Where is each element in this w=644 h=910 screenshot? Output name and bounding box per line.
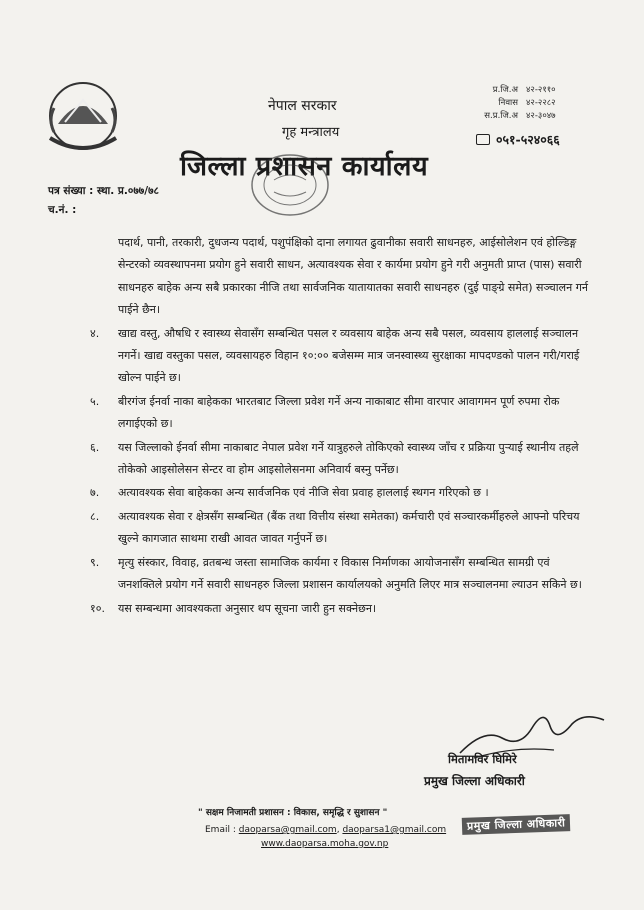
item-text: यस जिल्लाको ईनर्वा सीमा नाकाबाट नेपाल प्रवेश गर्ने यात्रुहरुले तोकिएको स्वास्थ्य जाँच र प्रक्रिया पुऱ्याई स्थानीय तहले तोकेको आइसोलेसन सेन्टर वा होम आइसोलेसनमा अनिवार्य बस्नु पर्नेछ। xyxy=(118,440,579,477)
contact-value: ४२-३०४७ xyxy=(526,111,556,121)
email-link-1[interactable]: daoparsa@gmail.com xyxy=(238,825,337,835)
ministry-title: गृह मन्त्रालय xyxy=(282,125,340,140)
item-number: ५. xyxy=(90,394,100,408)
item-number: १०. xyxy=(90,601,105,615)
list-item xyxy=(90,598,590,620)
list-item xyxy=(90,391,590,436)
contact-label: निवास xyxy=(498,98,518,108)
email-link-2[interactable]: daoparsa1@gmail.com xyxy=(342,825,447,835)
contact-phones xyxy=(476,84,556,123)
item-text: अत्यावश्यक सेवा बाहेकका अन्य सार्वजनिक एवं नीजि सेवा प्रवाह हाललाई स्थगन गरिएको छ । xyxy=(118,486,489,500)
contact-row xyxy=(476,84,556,97)
contact-value: ४२-२२८२ xyxy=(526,98,556,108)
signer-name: मितामविर घिमिरे xyxy=(448,752,517,766)
contact-row xyxy=(476,110,556,123)
designation-stamp: प्रमुख जिल्ला अधिकारी xyxy=(462,814,571,835)
list-item xyxy=(90,482,590,504)
reference-block xyxy=(48,182,159,220)
list-item xyxy=(90,506,590,551)
email-line: Email : daoparsa@gmail.com, daoparsa1@gmail.com xyxy=(205,825,447,835)
item-number: ७. xyxy=(90,486,100,500)
item-number: ४. xyxy=(90,326,100,340)
item-text: यस सम्बन्धमा आवश्यकता अनुसार थप सूचना जारी हुन सक्नेछन। xyxy=(118,601,377,615)
email-label: Email : xyxy=(205,825,236,835)
contact-value: ४२-२११० xyxy=(526,85,556,95)
item-text: बीरगंज ईनर्वा नाका बाहेकका भारतबाट जिल्ला प्रवेश गर्ने अन्य नाकाबाट सीमा वारपार आवागमन पूर्ण रुपमा रोक लगाईएको छ। xyxy=(118,394,560,431)
government-title: नेपाल सरकार xyxy=(268,98,337,114)
letter-number: पत्र संख्या : स्था. प्र.०७७/७८ xyxy=(48,185,160,197)
item-number: ९. xyxy=(90,555,100,569)
item-text: अत्यावश्यक सेवा र क्षेत्रसँग सम्बन्धित (बैंक तथा वित्तीय संस्था समेतका) कर्मचारी एवं सञ्चारकर्मीहरुले आफ्नो परिचय खुल्ने कागजात साथमा राखी आवत जावत गर्नुपर्ने छ। xyxy=(118,509,580,546)
item-number: ६. xyxy=(90,440,100,454)
fax-icon xyxy=(476,134,490,145)
item-number: ८. xyxy=(90,509,100,523)
office-motto: " सक्षम निजामती प्रशासन : विकास, समृद्धि र सुशासन " xyxy=(198,808,388,818)
contact-row xyxy=(476,97,556,110)
nepal-emblem-icon xyxy=(40,78,126,156)
intro-paragraph: पदार्थ, पानी, तरकारी, दुधजन्य पदार्थ, पशुपंक्षिको दाना लगायत ढुवानीका सवारी साधनहरु, आईसोलेशन एवं होल्डिङ्ग सेन्टरको व्यवस्थापनमा प्रयोग हुने सवारी साधन, अत्यावश्यक सेवा र कार्यमा प्रयोग हुने गरी अनुमती प्राप्त (पास) सवारी साधनहरु बाहेक अन्य सबै प्रकारका नीजि तथा सार्वजनिक यातायातका सवारी साधनहरु (दुई पाङ्ग्रे समेत) सञ्चालन गर्न पाईने छैन। xyxy=(118,236,588,317)
letter-body xyxy=(90,232,590,620)
fax-value: ०५१-५२४०६६ xyxy=(496,132,560,147)
website-link[interactable]: www.daoparsa.moha.gov.np xyxy=(261,839,389,849)
list-item xyxy=(90,437,590,482)
fax-number xyxy=(476,131,560,148)
list-item xyxy=(90,323,590,390)
item-text: मृत्यु संस्कार, विवाह, व्रतबन्ध जस्ता सामाजिक कार्यमा र विकास निर्माणका आयोजनासँग सम्बन्धित सामग्री एवं जनशक्तिले प्रयोग गर्ने सवारी साधनहरु जिल्ला प्रशासन कार्यालयको अनुमति लिएर मात्र सञ्चालनमा ल्याउन सकिने छ। xyxy=(118,555,582,592)
contact-label: प्र.जि.अ xyxy=(492,85,518,95)
signer-designation: प्रमुख जिल्ला अधिकारी xyxy=(424,774,525,788)
contact-label: स.प्र.जि.अ xyxy=(484,111,518,121)
item-text: खाद्य वस्तु, औषधि र स्वास्थ्य सेवासँग सम्बन्धित पसल र व्यवसाय बाहेक अन्य सबै पसल, व्यवसाय हाललाई सञ्चालन नगर्ने। खाद्य वस्तुका पसल, व्यवसायहरु विहान १०:०० बजेसम्म मात्र जनस्वास्थ्य सुरक्षाका मापदण्डको पालन गरी/गराई खोल्न पाईने छ। xyxy=(118,326,580,385)
list-item xyxy=(90,552,590,597)
office-seal-icon xyxy=(244,150,336,220)
office-title: जिल्ला प्रशासन कार्यालय xyxy=(180,151,429,182)
dispatch-number: च.नं. : xyxy=(48,204,77,216)
